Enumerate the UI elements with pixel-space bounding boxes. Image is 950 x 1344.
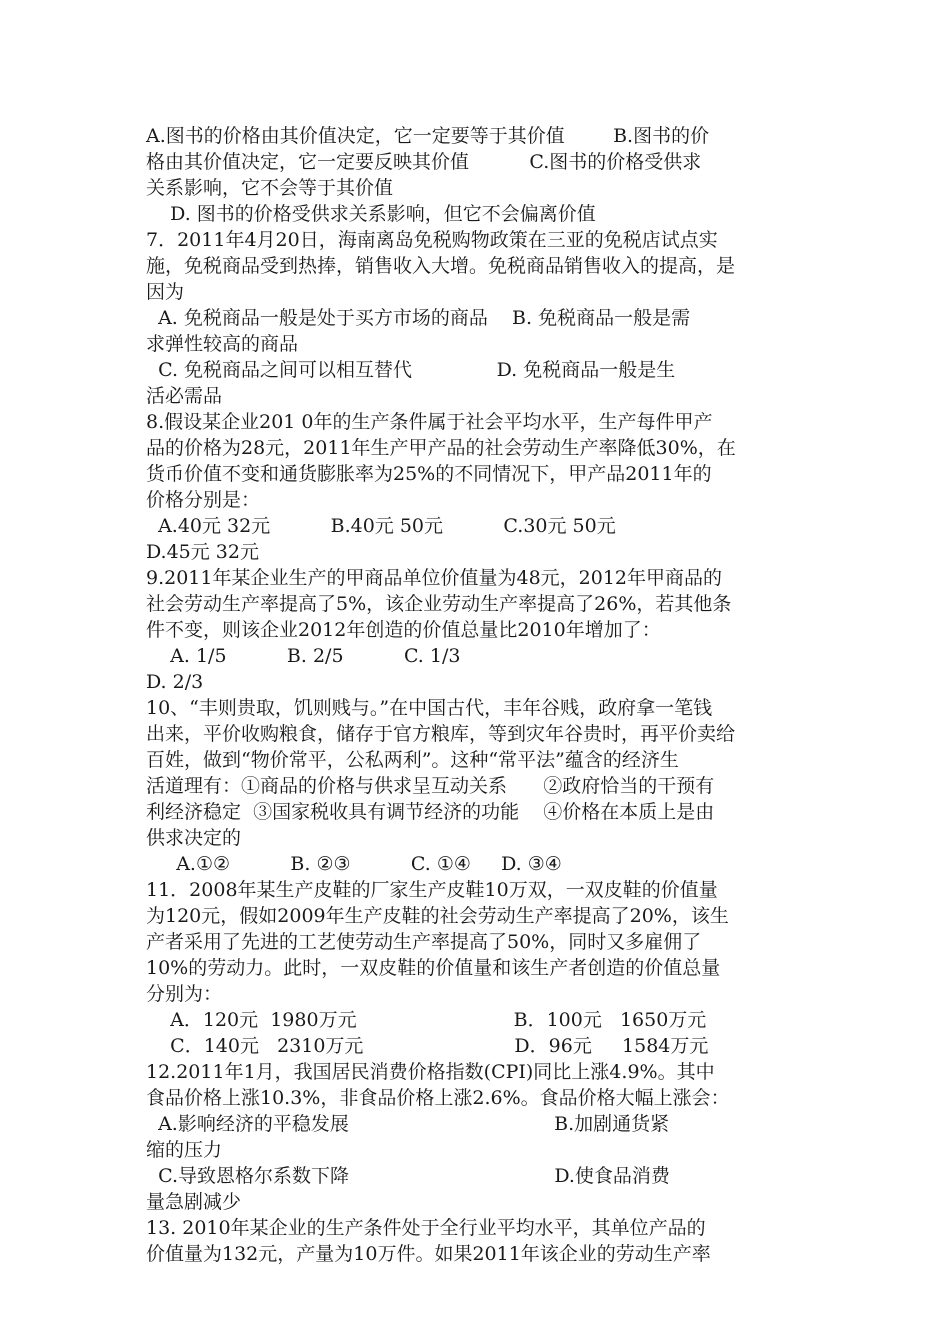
text-line: C．140元 2310万元 D．96元 1584万元 [146, 1035, 709, 1057]
text-line: 产者采用了先进的工艺使劳动生产率提高了50%，同时又多雇佣了 [146, 931, 702, 953]
text-line: 为120元，假如2009年生产皮鞋的社会劳动生产率提高了20%，该生 [146, 905, 729, 927]
text-line: A. 免税商品一般是处于买方市场的商品 B. 免税商品一般是需 [146, 307, 691, 329]
text-line: 9.2011年某企业生产的甲商品单位价值量为48元，2012年甲商品的 [146, 567, 723, 589]
text-line: 7．2011年4月20日，海南离岛免税购物政策在三亚的免税店试点实 [146, 229, 718, 251]
text-line: A．120元 1980万元 B．100元 1650万元 [146, 1009, 707, 1031]
text-line: 量急剧减少 [146, 1191, 242, 1213]
text-line: 社会劳动生产率提高了5%，该企业劳动生产率提高了26%，若其他条 [146, 593, 732, 615]
text-line: 件不变，则该企业2012年创造的价值总量比2010年增加了： [146, 619, 661, 641]
text-line: 出来，平价收购粮食，储存于官方粮库，等到灾年谷贵时，再平价卖给 [146, 723, 736, 745]
text-line: 12.2011年1月，我国居民消费价格指数(CPI)同比上涨4.9%。其中 [146, 1061, 715, 1083]
text-line: 价格分别是： [146, 489, 261, 511]
text-line: 分别为： [146, 983, 223, 1005]
text-line: D.45元 32元 [146, 541, 259, 563]
text-line: 活必需品 [146, 385, 223, 407]
text-line: 施，免税商品受到热捧，销售收入大增。免税商品销售收入的提高，是 [146, 255, 736, 277]
text-line: 格由其价值决定，它一定要反映其价值 C.图书的价格受供求 [146, 151, 702, 173]
text-line: 10、“丰则贵取，饥则贱与。”在中国古代，丰年谷贱，政府拿一笔钱 [146, 697, 713, 719]
text-line: A.①② B. ②③ C. ①④ D. ③④ [146, 853, 562, 875]
text-line: 价值量为132元，产量为10万件。如果2011年该企业的劳动生产率 [146, 1243, 711, 1265]
text-line: 求弹性较高的商品 [146, 333, 299, 355]
text-line: 13. 2010年某企业的生产条件处于全行业平均水平，其单位产品的 [146, 1217, 706, 1239]
text-line: A.影响经济的平稳发展 B.加剧通货紧 [146, 1113, 670, 1135]
text-line: C.导致恩格尔系数下降 D.使食品消费 [146, 1165, 670, 1187]
text-line: 关系影响，它不会等于其价值 [146, 177, 394, 199]
text-line: 活道理有：①商品的价格与供求呈互动关系 ②政府恰当的干预有 [146, 775, 715, 797]
text-line: 食品价格上涨10.3%，非食品价格上涨2.6%。食品价格大幅上涨会： [146, 1087, 730, 1109]
text-line: A.40元 32元 B.40元 50元 C.30元 50元 [146, 515, 616, 537]
text-line: 10%的劳动力。此时，一双皮鞋的价值量和该生产者创造的价值总量 [146, 957, 721, 979]
text-line: 11．2008年某生产皮鞋的厂家生产皮鞋10万双，一双皮鞋的价值量 [146, 879, 718, 901]
text-line: 利经济稳定 ③国家税收具有调节经济的功能 ④价格在本质上是由 [146, 801, 715, 823]
text-line: 因为 [146, 281, 185, 303]
text-line: A.图书的价格由其价值决定，它一定要等于其价值 B.图书的价 [146, 125, 710, 147]
text-line: 百姓，做到“物价常平，公私两利”。这种“常平法”蕴含的经济生 [146, 749, 679, 771]
text-line: 供求决定的 [146, 827, 242, 849]
text-line: D. 2/3 [146, 671, 204, 693]
text-line: D. 图书的价格受供求关系影响，但它不会偏离价值 [146, 203, 596, 225]
text-line: 8.假设某企业201 0年的生产条件属于社会平均水平，生产每件甲产 [146, 411, 713, 433]
text-line: 货币价值不变和通货膨胀率为25%的不同情况下，甲产品2011年的 [146, 463, 712, 485]
text-line: C. 免税商品之间可以相互替代 D. 免税商品一般是生 [146, 359, 676, 381]
text-line: 品的价格为28元，2011年生产甲产品的社会劳动生产率降低30%，在 [146, 437, 736, 459]
text-line: 缩的压力 [146, 1139, 223, 1161]
text-line: A. 1/5 B. 2/5 C. 1/3 [146, 645, 461, 667]
